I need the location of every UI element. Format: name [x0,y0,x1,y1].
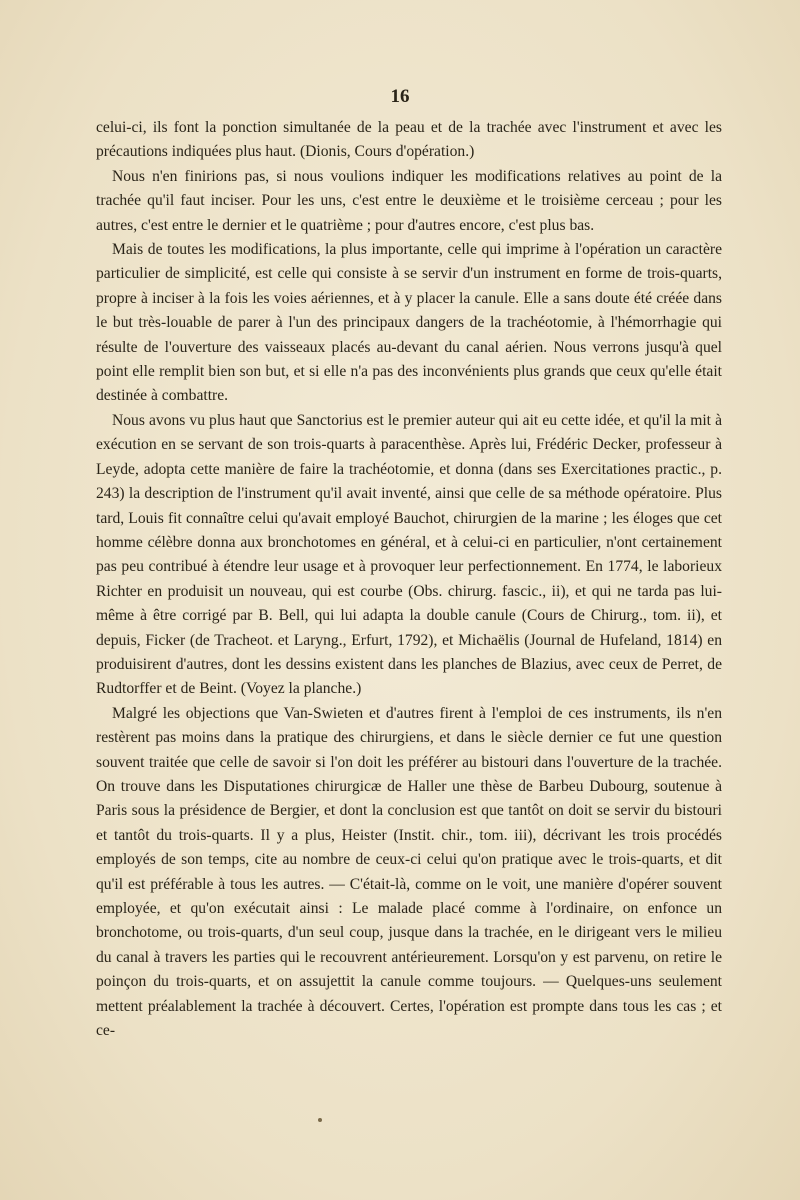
paper-speck [318,1118,322,1122]
paragraph: Mais de toutes les modifications, la plus importante, celle qui imprime à l'opération un caractère particulier de simplicité, est celle qui consiste à se servir d'un instrument en forme de trois-quarts, propre à inciser à la fois les voies aériennes, et à y placer la canule. Elle a sans doute été créée dans le but très-louable de parer à l'un des principaux dangers de la trachéotomie, à l'hémorrhagie qui résulte de l'ouverture des vaisseaux placés au-devant du canal aérien. Nous verrons jusqu'à quel point elle remplit bien son but, et si elle n'a pas des inconvénients plus grands que ceux qu'elle était destinée à combattre. [96,241,722,405]
body-text [96,116,722,1043]
paragraph: Nous n'en finirions pas, si nous voulions indiquer les modifications relatives au point de la trachée qu'il faut inciser. Pour les uns, c'est entre le deuxième et le troisième cerceau ; pour les autres, c'est entre le dernier et le quatrième ; pour d'autres encore, c'est plus bas. [96,167,722,234]
page-number: 16 [390,86,410,107]
paragraph: Nous avons vu plus haut que Sanctorius est le premier auteur qui ait eu cette idée, et qu'il la mit à exécution en se servant de son trois-quarts à paracenthèse. Après lui, Frédéric Decker, professeur à Leyde, adopta cette manière de faire la trachéotomie, et donna (dans ses Exercitationes practic., p. 243) la description de l'instrument qu'il avait inventé, ainsi que celle de sa méthode opératoire. Plus tard, Louis fit connaître celui qu'avait employé Bauchot, chirurgien de la marine ; les éloges que cet homme célèbre donna aux bronchotomes en général, et à celui-ci en particulier, n'ont certainement pas peu contribué à étendre leur usage et à provoquer leur perfectionnement. En 1774, le laborieux Richter en produisit un nouveau, qui est courbe (Obs. chirurg. fascic., ii), et qui ne tarda pas lui-même à être corrigé par B. Bell, qui lui adapta la double canule (Cours de Chirurg., tom. ii), et depuis, Ficker (de Tracheot. et Laryng., Erfurt, 1792), et Michaëlis (Journal de Hufeland, 1814) en produisirent d'autres, dont les dessins existent dans les planches de Blazius, avec ceux de Perret, de Rudtorffer et de Beint. (Voyez la planche.) [96,411,722,698]
paragraph: Malgré les objections que Van-Swieten et d'autres firent à l'emploi de ces instruments, ils n'en restèrent pas moins dans la pratique des chirurgiens, et dans le siècle dernier ce fut une question souvent traitée que celle de savoir si l'on doit les préférer au bistouri dans l'ouverture de la trachée. On trouve dans les Disputationes chirurgicæ de Haller une thèse de Barbeu Dubourg, soutenue à Paris sous la présidence de Bergier, et dont la conclusion est que tantôt on doit se servir du bistouri et tantôt du trois-quarts. Il y a plus, Heister (Instit. chir., tom. iii), décrivant les trois procédés employés de son temps, cite au nombre de ceux-ci celui qu'on pratique avec le trois-quarts, et dit qu'il est préférable à tous les autres. — C'était-là, comme on le voit, une manière d'opérer souvent employée, et qu'on exécutait ainsi : Le malade placé comme à l'ordinaire, on enfonce un bronchotome, ou trois-quarts, d'un seul coup, jusque dans la trachée, en le dirigeant vers le milieu du canal à travers les parties qui le recouvrent antérieurement. Lorsqu'on y est parvenu, on retire le poinçon du trois-quarts, et on assujettit la canule comme toujours. — Quelques-uns seulement mettent préalablement la trachée à découvert. Certes, l'opération est prompte dans tous les cas ; et ce- [96,704,722,1040]
paragraph: celui-ci, ils font la ponction simultanée de la peau et de la trachée avec l'instrument et avec les précautions indiquées plus haut. (Dionis, Cours d'opération.) [96,119,722,161]
